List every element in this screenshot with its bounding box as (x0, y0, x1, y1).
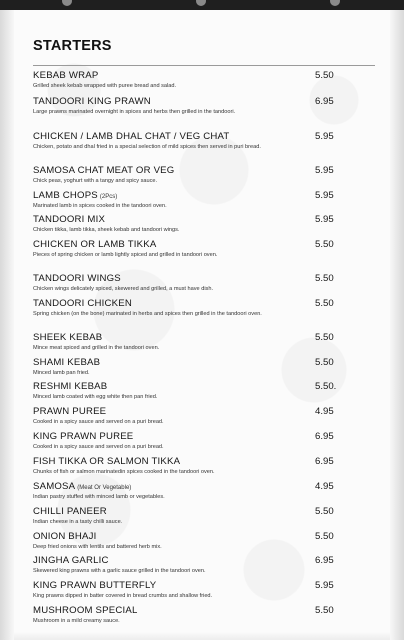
item-name (33, 273, 123, 284)
item-price: 5.50 (315, 332, 334, 343)
title-divider (33, 65, 375, 66)
item-description: Indian cheese in a tasty chilli sauce. (33, 519, 123, 525)
item-description: King prawns dipped in batter covered in bread crumbs and shallow fried. (33, 593, 213, 599)
item-name-text: SHAMI KEBAB (33, 357, 101, 368)
item-price: 5.50 (315, 357, 334, 368)
item-name-text: TANDOORI CHICKEN (33, 298, 132, 309)
item-name (33, 190, 117, 201)
item-name-text: KEBAB WRAP (33, 70, 99, 81)
item-price: 4.95 (315, 406, 334, 417)
item-name-text: JINGHA GARLIC (33, 555, 109, 566)
page-bottom-shadow (14, 632, 390, 640)
item-name (33, 381, 109, 392)
item-name-text: TANDOORI WINGS (33, 273, 121, 284)
item-price: 5.50 (315, 605, 334, 616)
item-name (33, 70, 100, 81)
top-strip (0, 0, 404, 10)
item-name-text: SAMOSA CHAT MEAT OR VEG (33, 165, 175, 176)
item-description: Spring chicken (on the bone) marinated in herbs and spices then grilled in the tandoori oven. (33, 311, 262, 317)
item-description: Chick peas, yoghurt with a tangy and spicy sauce. (33, 178, 158, 184)
item-description: Cooked in a spicy sauce and served on a puri bread. (33, 419, 164, 425)
decorative-dot (196, 0, 206, 6)
item-name (33, 96, 153, 107)
item-name (33, 165, 176, 176)
item-description: Chicken, potato and dhal fried in a special selection of mild spices then served in puri bread. (33, 144, 261, 150)
item-description: Indian pastry stuffed with minced lamb or vegetables. (33, 494, 165, 500)
item-name (33, 214, 107, 225)
item-description: Minced lamb coated with egg white then pan fried. (33, 394, 158, 400)
item-name (33, 555, 111, 566)
item-name (33, 456, 182, 467)
item-name-text: FISH TIKKA OR SALMON TIKKA (33, 456, 181, 467)
item-price: 6.95 (315, 431, 334, 442)
item-price: 5.50 (315, 239, 334, 250)
item-name-text: LAMB CHOPS (33, 190, 98, 201)
item-price: 5.95 (315, 214, 334, 225)
item-name-text: MUSHROOM SPECIAL (33, 605, 138, 616)
item-price: 4.95 (315, 481, 334, 492)
item-description: Grilled sheek kebab wrapped with puree bread and salad. (33, 83, 177, 89)
item-name-text: PRAWN PUREE (33, 406, 107, 417)
item-name-text: CHILLI PANEER (33, 506, 107, 517)
decorative-dot (330, 0, 340, 6)
item-description: Deep fried onions with lentils and battered herb mix. (33, 544, 162, 550)
menu-page (14, 10, 390, 640)
page-edge-left (0, 10, 14, 640)
item-price: 5.50. (315, 381, 337, 392)
item-description: Large prawns marinated overnight in spices and herbs then grilled in the tandoori. (33, 109, 236, 115)
item-description: Pieces of spring chicken or lamb lightly spiced and grilled in tandoori oven. (33, 252, 218, 258)
item-name-text: SAMOSA (33, 481, 76, 492)
item-description: Chicken wings delicately spiced, skewered and grilled, a must have dish. (33, 286, 214, 292)
item-price: 5.95 (315, 165, 334, 176)
item-name-text: TANDOORI KING PRAWN (33, 96, 151, 107)
item-price: 5.50 (315, 70, 334, 81)
section-title: STARTERS (33, 38, 112, 54)
item-description: Mushroom in a mild creamy sauce. (33, 618, 120, 624)
item-price: 5.50 (315, 531, 334, 542)
item-name (33, 406, 108, 417)
item-name (33, 580, 158, 591)
item-name (33, 431, 135, 442)
item-price: 5.50 (315, 273, 334, 284)
page-edge-right (390, 10, 404, 640)
item-price: 5.95 (315, 190, 334, 201)
item-description: Minced lamb pan fried. (33, 370, 90, 376)
item-name-text: SHEEK KEBAB (33, 332, 103, 343)
item-price: 6.95 (315, 456, 334, 467)
item-name-text: RESHMI KEBAB (33, 381, 108, 392)
item-name-text: CHICKEN OR LAMB TIKKA (33, 239, 157, 250)
item-note: (2Pcs) (99, 194, 118, 200)
item-price: 5.95 (315, 580, 334, 591)
item-description: Marinated lamb in spices cooked in the tandoori oven. (33, 203, 167, 209)
item-name-text: ONION BHAJI (33, 531, 97, 542)
item-name (33, 531, 99, 542)
item-name-text: KING PRAWN BUTTERFLY (33, 580, 157, 591)
item-name-text: KING PRAWN PUREE (33, 431, 134, 442)
item-price: 5.50 (315, 298, 334, 309)
item-name-text: CHICKEN / LAMB DHAL CHAT / VEG CHAT (33, 131, 230, 142)
item-price: 6.95 (315, 555, 334, 566)
item-description: Mince meat spiced and grilled in the tandoori oven. (33, 345, 160, 351)
item-name (33, 481, 131, 492)
item-description: Chicken tikka, lamb tikka, sheek kebab and tandoori wings. (33, 227, 180, 233)
item-name (33, 298, 134, 309)
item-price: 5.50 (315, 506, 334, 517)
item-name (33, 605, 139, 616)
item-name (33, 506, 109, 517)
item-price: 5.95 (315, 131, 334, 142)
item-name (33, 332, 104, 343)
item-name (33, 131, 231, 142)
item-description: Cooked in a spicy sauce and served on a puri bread. (33, 444, 164, 450)
item-name-text: TANDOORI MIX (33, 214, 106, 225)
item-name (33, 239, 158, 250)
item-description: Skewered king prawns with a garlic sauce grilled in the tandoori oven. (33, 568, 206, 574)
item-name (33, 357, 102, 368)
decorative-dot (62, 0, 72, 6)
item-price: 6.95 (315, 96, 334, 107)
item-note: (Meat Or Vegetable) (77, 485, 132, 491)
item-description: Chunks of fish or salmon marinatedin spices cooked in the tandoori oven. (33, 469, 215, 475)
